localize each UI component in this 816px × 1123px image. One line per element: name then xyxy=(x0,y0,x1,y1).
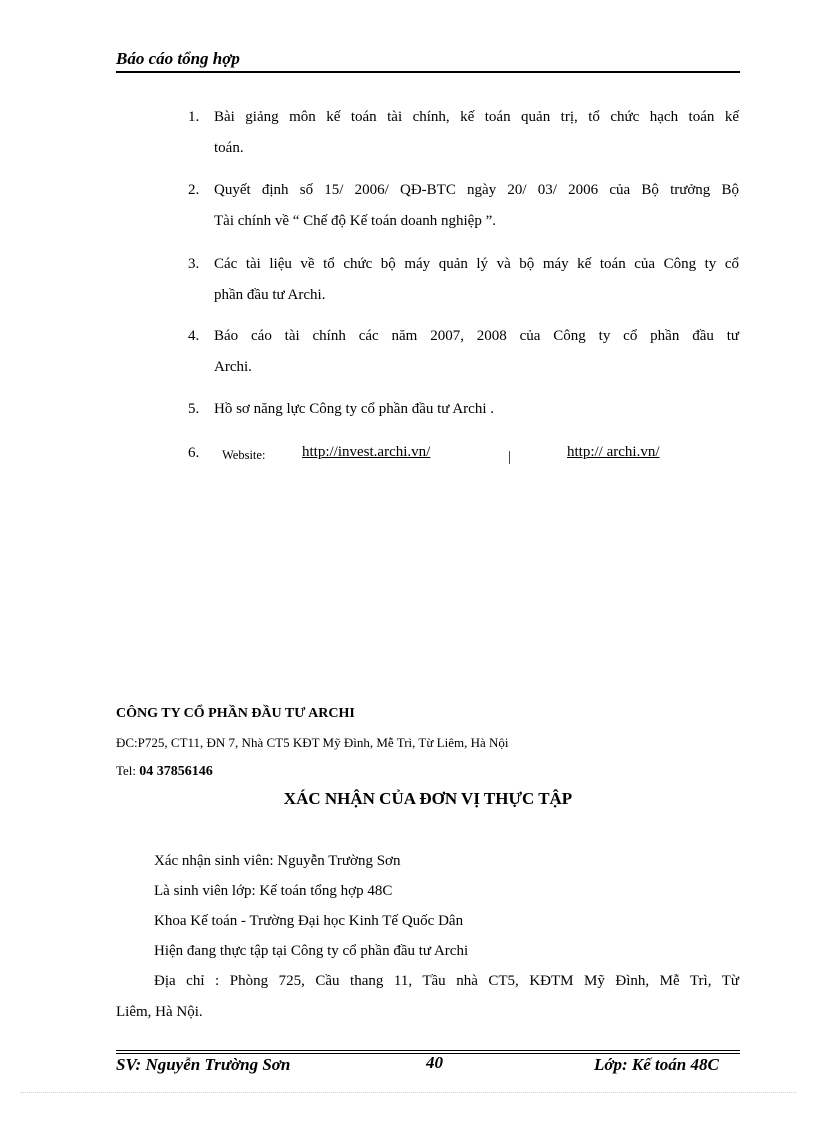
reference-text-continued: phần đầu tư Archi. xyxy=(214,287,326,303)
reference-number: 3. xyxy=(188,256,200,272)
page-bottom-divider xyxy=(20,1092,796,1093)
reference-text-continued: toán. xyxy=(214,140,244,156)
confirmation-address: Địa chỉ : Phòng 725, Cầu thang 11, Tầu nhà CT5, KĐTM Mỹ Đình, Mễ Trì, Từ xyxy=(154,973,739,989)
reference-text: Hồ sơ năng lực Công ty cổ phần đầu tư Archi . xyxy=(214,401,494,417)
reference-number: 4. xyxy=(188,328,200,344)
link-separator: | xyxy=(508,449,512,465)
company-tel xyxy=(116,763,213,780)
reference-number: 5. xyxy=(188,401,200,417)
confirmation-line: Khoa Kế toán - Trường Đại học Kinh Tế Quốc Dân xyxy=(154,913,464,929)
confirmation-address-continued: Liêm, Hà Nội. xyxy=(116,1004,203,1020)
footer-student: SV: Nguyễn Trường Sơn xyxy=(116,1055,291,1074)
reference-number: 2. xyxy=(188,182,200,198)
footer-rule xyxy=(116,1050,740,1051)
company-name: CÔNG TY CỔ PHẦN ĐẦU TƯ ARCHI xyxy=(116,706,355,721)
website-link-archi[interactable]: http:// archi.vn/ xyxy=(567,444,660,460)
reference-text-continued: Archi. xyxy=(214,359,252,375)
confirmation-title: XÁC NHẬN CỦA ĐƠN VỊ THỰC TẬP xyxy=(283,789,573,808)
reference-number: 1. xyxy=(188,109,200,125)
reference-text: Bài giảng môn kế toán tài chính, kế toán quản trị, tổ chức hạch toán kế xyxy=(214,109,739,125)
page-number: 40 xyxy=(426,1053,443,1072)
reference-text: Báo cáo tài chính các năm 2007, 2008 của Công ty cổ phần đầu tư xyxy=(214,328,739,344)
header-title: Báo cáo tổng hợp xyxy=(116,49,240,68)
header-rule xyxy=(116,71,740,73)
website-label: Website: xyxy=(222,448,266,462)
confirmation-line: Là sinh viên lớp: Kế toán tổng hợp 48C xyxy=(154,883,393,899)
footer-class: Lớp: Kế toán 48C xyxy=(594,1055,719,1074)
confirmation-line: Hiện đang thực tập tại Công ty cổ phần đầu tư Archi xyxy=(154,943,469,959)
reference-text: Quyết định số 15/ 2006/ QĐ-BTC ngày 20/ 03/ 2006 của Bộ trưởng Bộ xyxy=(214,182,739,198)
tel-label: Tel: xyxy=(116,763,137,778)
reference-number: 6. xyxy=(188,445,200,461)
website-link-invest[interactable]: http://invest.archi.vn/ xyxy=(302,444,431,460)
confirmation-line: Xác nhận sinh viên: Nguyễn Trường Sơn xyxy=(154,853,401,869)
reference-text: Các tài liệu về tổ chức bộ máy quản lý và bộ máy kế toán của Công ty cổ xyxy=(214,256,739,272)
tel-number: 04 37856146 xyxy=(139,764,213,779)
reference-text-continued: Tài chính về “ Chế độ Kế toán doanh nghiệp ”. xyxy=(214,213,496,229)
company-address: ĐC:P725, CT11, ĐN 7, Nhà CT5 KĐT Mỹ Đình, Mễ Trì, Từ Liêm, Hà Nội xyxy=(116,735,509,750)
